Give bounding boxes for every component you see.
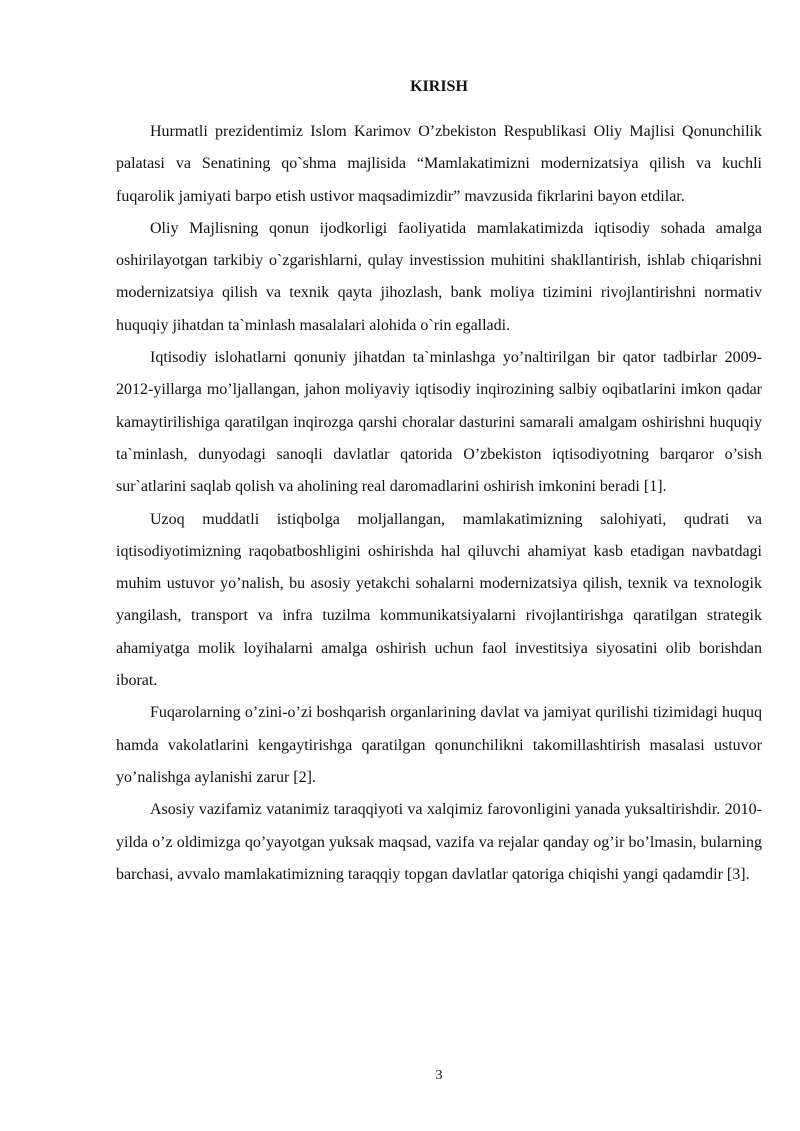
section-title: KIRISH xyxy=(410,78,468,95)
paragraph-5: Fuqarolarning o’zini-o’zi boshqarish organlarining davlat va jamiyat qurilishi tizimidagi huquq hamda vakolatlarini kengaytirishga qaratilgan qonunchilikni takomillashtirish masalasi ustuvor yo’nalishga aylanishi zarur [2]. xyxy=(116,704,762,786)
paragraph-4: Uzoq muddatli istiqbolga moljallangan, mamlakatimizning salohiyati, qudrati va iqtisodiyotimizning raqobatboshligini oshirishda hal qiluvchi ahamiyat kasb etadigan navbatdagi muhim ustuvor yo’nalish, bu asosiy yetakchi sohalarni modernizatsiya qilish, texnik va texnologik yangilash, transport va infra tuzilma kommunikatsiyalarni rivojlantirishga qaratilgan strategik ahamiyatga molik loyihalarni amalga oshirish uchun faol investitsiya siyosatini olib borishdan iborat. xyxy=(116,510,762,690)
page-number: 3 xyxy=(435,1068,443,1083)
body-text xyxy=(116,116,762,891)
paragraph-2: Oliy Majlisning qonun ijodkorligi faoliyatida mamlakatimizda iqtisodiy sohada amalga oshirilayotgan tarkibiy o`zgarishlarni, qulay investission muhitini shakllantirish, ishlab chiqarishni modernizatsiya qilish va texnik qayta jihozlash, bank moliya tizimini rivojlantirishni normativ huquqiy jihatdan ta`minlash masalalari alohida o`rin egalladi. xyxy=(116,219,762,334)
paragraph-3: Iqtisodiy islohatlarni qonuniy jihatdan ta`minlashga yo’naltirilgan bir qator tadbirlar 2009-2012-yillarga mo’ljallangan, jahon moliyaviy iqtisodiy inqirozining salbiy oqibatlarini imkon qadar kamaytirilishiga qaratilgan inqirozga qarshi choralar dasturini samarali amalgam oshirishni huquqiy ta`minlash, dunyodagi sanoqli davlatlar qatorida O’zbekiston iqtisodiyotning barqaror o’sish sur`atlarini saqlab qolish va aholining real daromadlarini oshirish imkonini beradi [1]. xyxy=(116,349,762,496)
paragraph-6: Asosiy vazifamiz vatanimiz taraqqiyoti va xalqimiz farovonligini yanada yuksaltirishdir. 2010-yilda o’z oldimizga qo’yayotgan yuksak maqsad, vazifa va rejalar qanday og’ir bo’lmasin, bularning barchasi, avvalo mamlakatimizning taraqqiy topgan davlatlar qatoriga chiqishi yangi qadamdir [3]. xyxy=(116,801,762,883)
paragraph-1: Hurmatli prezidentimiz Islom Karimov O’zbekiston Respublikasi Oliy Majlisi Qonunchilik palatasi va Senatining qo`shma majlisida “Mamlakatimizni modernizatsiya qilish va kuchli fuqarolik jamiyati barpo etish ustivor maqsadimizdir” mavzusida fikrlarini bayon etdilar. xyxy=(116,123,762,205)
